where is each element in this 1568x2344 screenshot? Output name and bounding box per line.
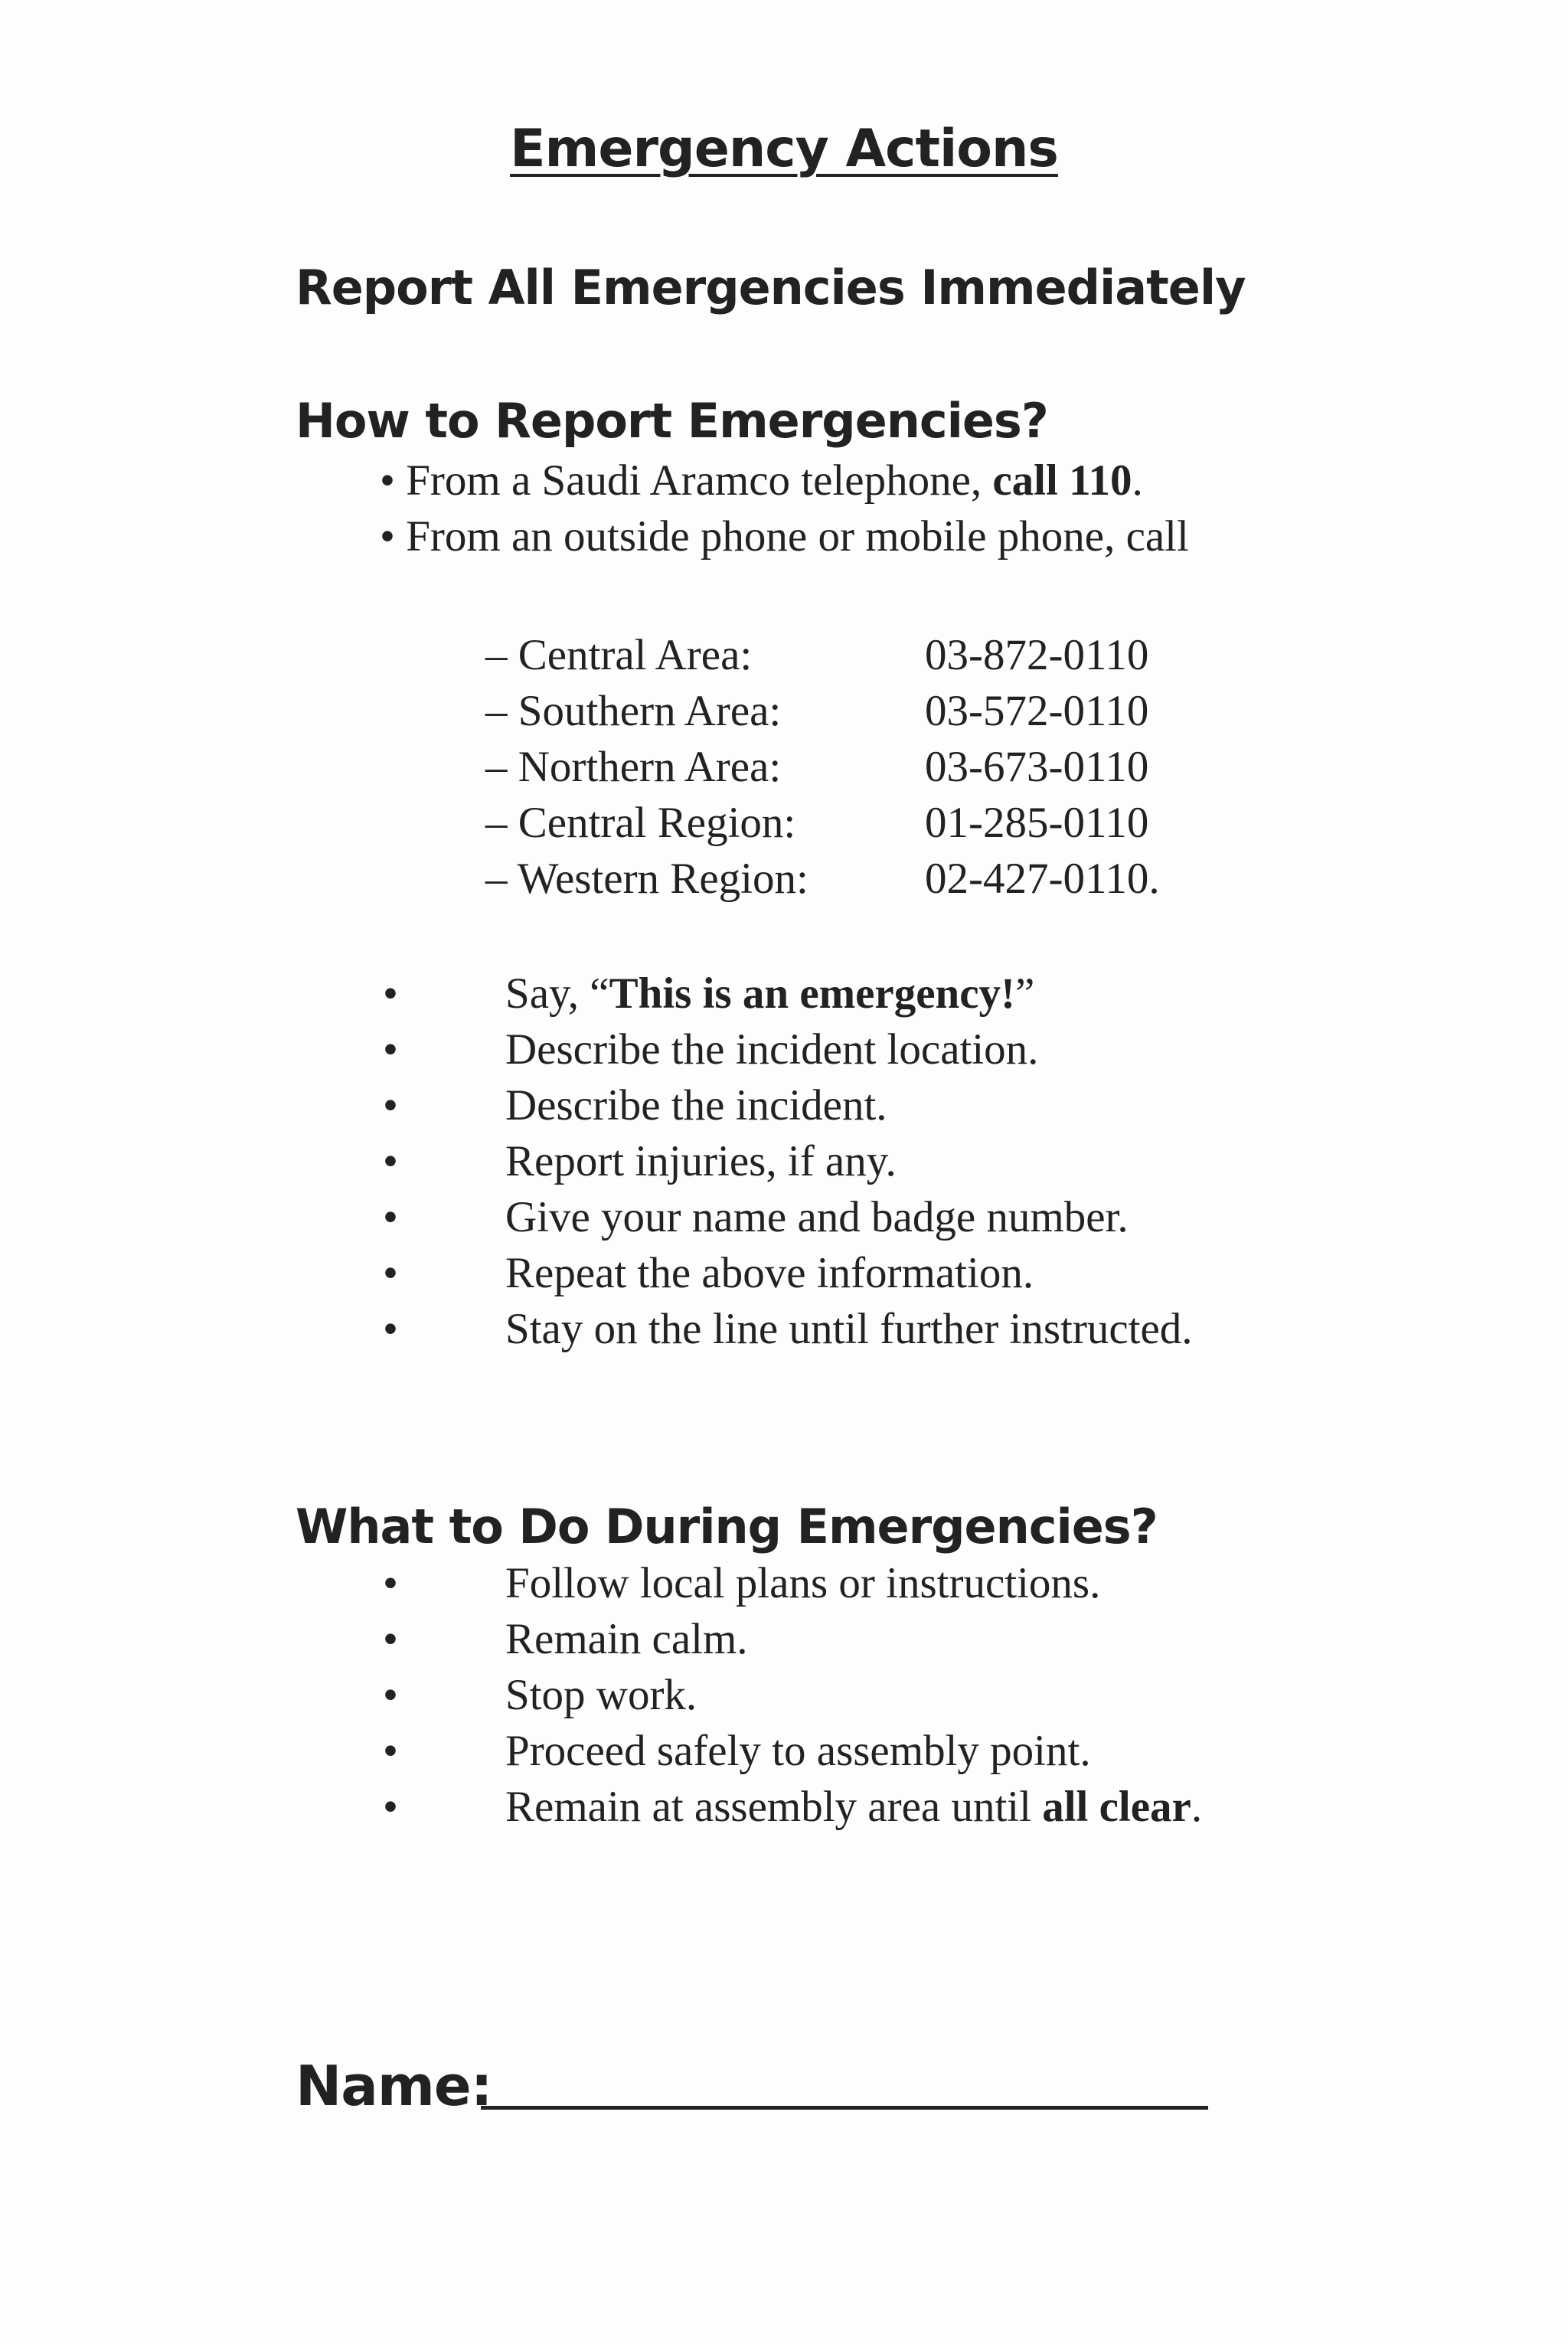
- heading-what-to-do: What to Do During Emergencies?: [296, 1499, 1158, 1554]
- name-write-line[interactable]: [481, 2106, 1208, 2110]
- list-item: Proceed safely to assembly point.: [505, 1727, 1091, 1775]
- area-label-central: – Central Area:: [485, 631, 753, 679]
- assembly-text: Remain at assembly area until: [505, 1783, 1043, 1831]
- area-label-western-region: – Western Region:: [485, 855, 808, 903]
- bullet: •: [383, 1559, 398, 1607]
- say-emergency-text: This is an emergency!: [609, 969, 1015, 1018]
- area-number-western-region: 02-427-0110.: [925, 855, 1160, 903]
- how-line-mobile: • From an outside phone or mobile phone, call: [380, 512, 1189, 561]
- how-line-telephone: [380, 453, 1143, 508]
- bullet: •: [383, 1249, 398, 1297]
- bullet: •: [383, 1137, 398, 1185]
- heading-report-all: Report All Emergencies Immediately: [296, 260, 1246, 315]
- list-item: Follow local plans or instructions.: [505, 1559, 1101, 1607]
- how-line-telephone-end: .: [1132, 456, 1143, 505]
- page-title: [0, 115, 1568, 184]
- how-line-telephone-text: • From a Saudi Aramco telephone,: [380, 456, 993, 505]
- area-number-southern: 03-572-0110: [925, 687, 1149, 735]
- list-item: Describe the incident location.: [505, 1025, 1039, 1074]
- area-label-northern: – Northern Area:: [485, 743, 782, 791]
- say-prefix: Say, “: [505, 969, 609, 1018]
- bullet: •: [383, 1305, 398, 1353]
- area-number-central-region: 01-285-0110: [925, 799, 1149, 847]
- page-title-text: Emergency Actions: [510, 119, 1058, 179]
- area-number-central: 03-872-0110: [925, 631, 1149, 679]
- list-item: [505, 966, 1034, 1022]
- all-clear-text: all clear: [1042, 1783, 1191, 1831]
- area-label-central-region: – Central Region:: [485, 799, 796, 847]
- list-item: Stop work.: [505, 1671, 697, 1719]
- name-label: Name:: [296, 2054, 492, 2118]
- call-110-text: call 110: [992, 456, 1132, 505]
- area-number-northern: 03-673-0110: [925, 743, 1149, 791]
- assembly-text-end: .: [1191, 1783, 1203, 1831]
- area-label-southern: – Southern Area:: [485, 687, 782, 735]
- bullet: •: [383, 969, 398, 1018]
- list-item: Stay on the line until further instructed.: [505, 1305, 1193, 1353]
- bullet: •: [383, 1193, 398, 1241]
- list-item: [505, 1780, 1202, 1835]
- list-item: Remain calm.: [505, 1615, 748, 1663]
- bullet: •: [383, 1081, 398, 1130]
- say-suffix: ”: [1014, 969, 1035, 1018]
- heading-how-to-report: How to Report Emergencies?: [296, 393, 1048, 449]
- list-item: Repeat the above information.: [505, 1249, 1034, 1297]
- bullet: •: [383, 1615, 398, 1663]
- list-item: Give your name and badge number.: [505, 1193, 1129, 1241]
- list-item: Report injuries, if any.: [505, 1137, 897, 1185]
- list-item: Describe the incident.: [505, 1081, 887, 1130]
- bullet: •: [383, 1783, 398, 1831]
- bullet: •: [383, 1727, 398, 1775]
- bullet: •: [383, 1025, 398, 1074]
- bullet: •: [383, 1671, 398, 1719]
